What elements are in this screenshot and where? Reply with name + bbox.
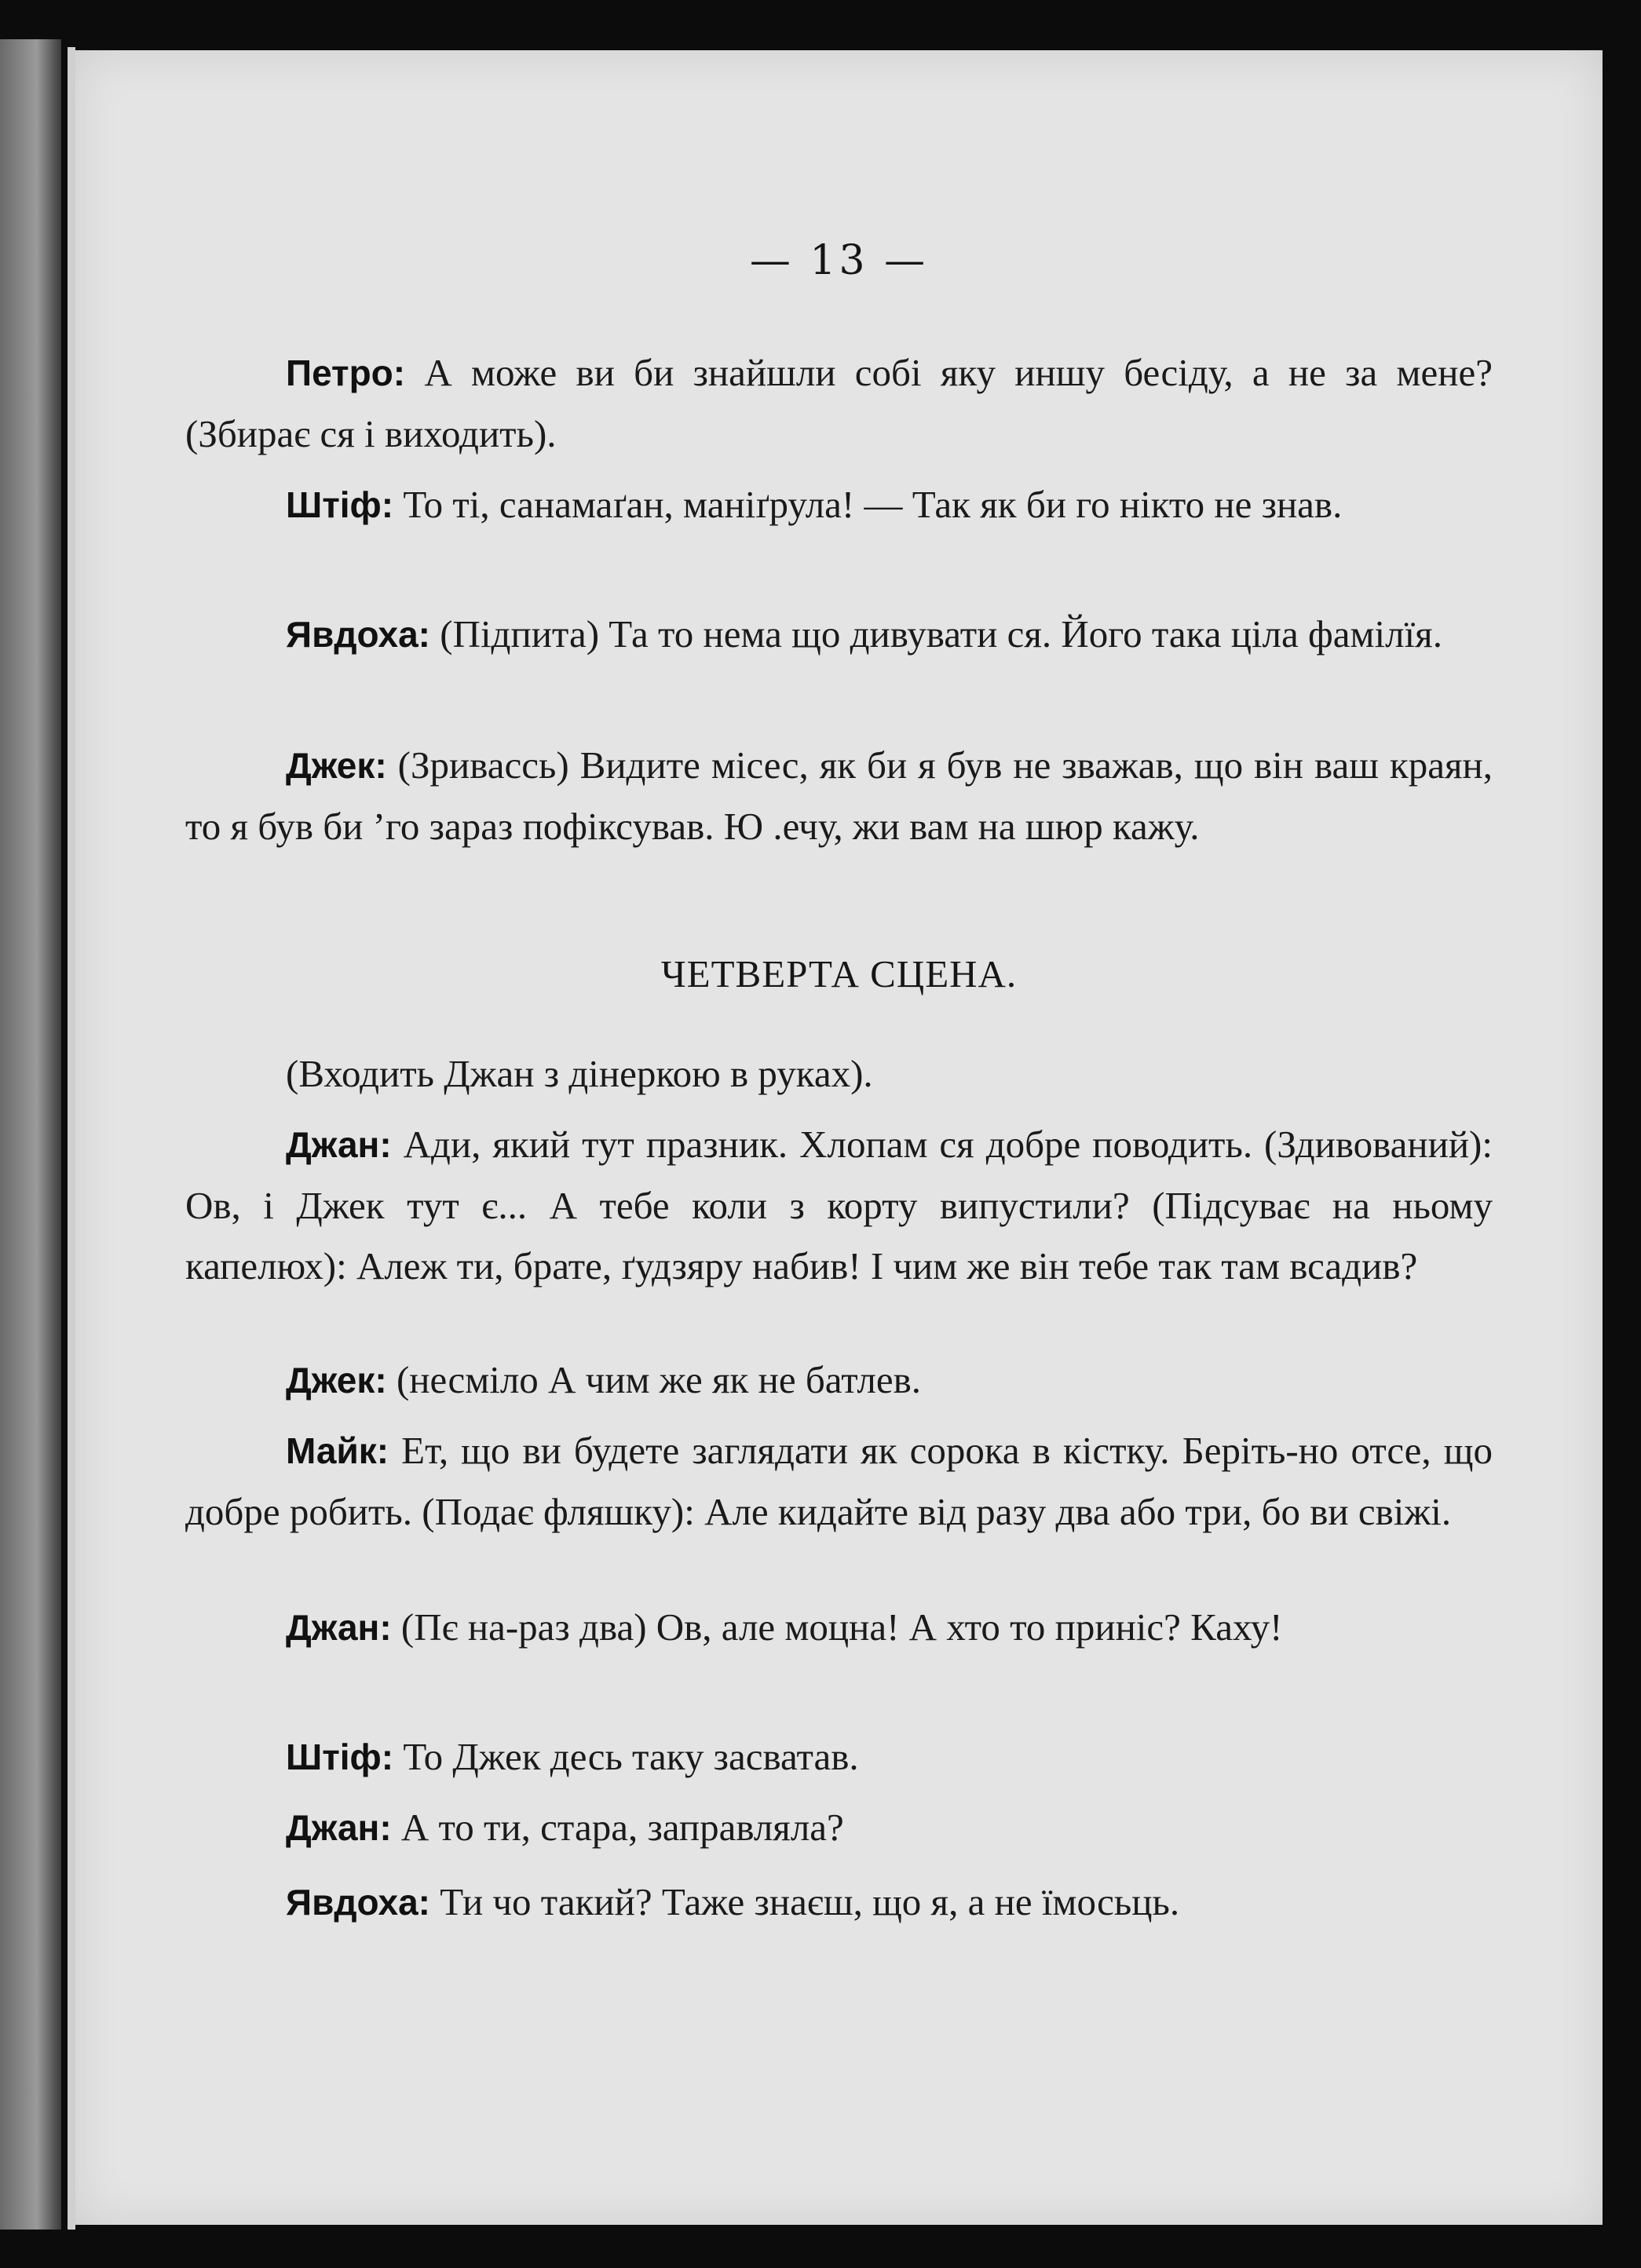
dialogue-text: (несміло А чим же як не батлев. [386, 1358, 922, 1401]
speaker-name: Петро: [286, 352, 406, 393]
speaker-name: Джан: [286, 1807, 392, 1848]
page-number: — 13 — [749, 237, 929, 284]
stage-direction [185, 1043, 1493, 1105]
dialogue-text: То ті, санамаґан, маніґрула! — Так як би го нікто не знав. [393, 483, 1343, 526]
speaker-name: Майк: [286, 1430, 389, 1471]
dialogue-line [185, 1726, 1493, 1788]
speaker-name: Джек: [286, 745, 387, 786]
speaker-name: Джан: [286, 1124, 392, 1165]
page [75, 50, 1603, 2225]
speaker-name: Явдоха: [286, 614, 430, 655]
speaker-name: Штіф: [286, 484, 394, 525]
dialogue-text: А то ти, стара, заправляла? [391, 1806, 844, 1849]
dialogue-line [185, 1597, 1493, 1658]
dialogue-text: То Джек десь таку засватав. [393, 1735, 859, 1778]
book-spine-edge [68, 47, 75, 2230]
speaker-name: Штіф: [286, 1737, 394, 1777]
dialogue-text: (Підпита) Та то нема що дивувати ся. Його така ціла фамілїя. [429, 612, 1442, 656]
dialogue-line [185, 1797, 1493, 1858]
previous-page-edge [0, 39, 61, 2230]
dialogue-line [185, 1872, 1493, 1933]
scene-title: ЧЕТВЕРТА СЦЕНА. [660, 952, 1018, 995]
dialogue-line [185, 735, 1493, 856]
speaker-name: Джан: [286, 1607, 392, 1648]
dialogue-text: (Зривассь) Видите місес, як би я був не зважав, що він ваш краян, то я був би ’го зараз пофіксував. Ю .ечу, жи вам на шюр кажу. [185, 743, 1493, 848]
dialogue-text: Ади, який тут празник. Хлопам ся добре поводить. (Здивований): Ов, і Джек тут є... А тебе коли з корту випустили? (Підсуває на ньому капелюх): Алеж ти, брате, ґудзяру набив! І чим же він тебе так там всадив? [185, 1123, 1493, 1287]
dialogue-line [185, 1114, 1493, 1296]
speaker-name: Явдоха: [286, 1882, 430, 1923]
dialogue-line [185, 604, 1493, 665]
dialogue-line [185, 1420, 1493, 1542]
dialogue-text: Ет, що ви будете заглядати як сорока в кістку. Беріть-но отсе, що добре робить. (Подає фляшку): Але кидайте від разу два або три, бо ви свіжі. [185, 1429, 1493, 1533]
speaker-name: Джек: [286, 1360, 387, 1401]
dialogue-text: (Пє на-раз два) Ов, але моцна! А хто то приніс? Каху! [391, 1605, 1283, 1649]
dialogue-line [185, 474, 1493, 535]
dialogue-text: Ти чо такий? Таже знаєш, що я, а не їмосьць. [429, 1880, 1180, 1923]
dialogue-text: (Входить Джан з дінеркою в руках). [286, 1052, 873, 1095]
dialogue-text: А може ви би знайшли собі яку иншу бесіду, а не за мене? (Збирає ся і виходить). [185, 351, 1493, 455]
dialogue-line [185, 1349, 1493, 1411]
dialogue-line [185, 342, 1493, 464]
